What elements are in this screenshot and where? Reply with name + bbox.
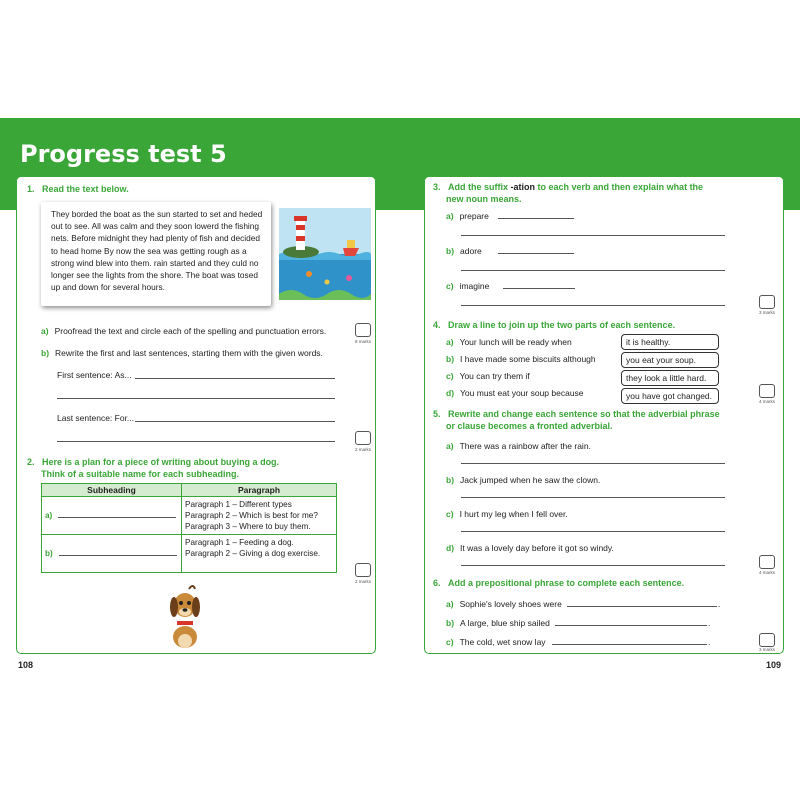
row-a-paragraphs <box>182 497 337 535</box>
q1-heading <box>27 183 129 195</box>
q6b-text: A large, blue ship sailed <box>460 618 550 628</box>
q3-heading-suffix: -ation <box>510 182 536 192</box>
q6-item-b <box>446 617 550 629</box>
q4-right-4[interactable]: you have got changed. <box>621 388 719 404</box>
q5d-text: It was a lovely day before it got so windy. <box>460 543 614 553</box>
q1b-marks: 2 marks <box>355 447 372 452</box>
q6-heading <box>433 577 684 589</box>
q1-passage: They borded the boat as the sun started to set and heded out to see. All was calm and they soon lowerd the fishing nets. Before midnight they had plenty of fish and decided to head home By now the sea was getting rough as a strong wind blew into them. rain started and they culd no longer see the lights from the shore. The boat was tosed up and down for several hours. <box>51 209 263 293</box>
q4-marks: 4 marks <box>759 399 776 404</box>
q5-marks: 4 marks <box>759 570 776 575</box>
q6b-label: b) <box>446 618 455 628</box>
q5-item-c <box>446 508 568 520</box>
q3c-label: c) <box>446 281 454 291</box>
q1a-label: a) <box>41 326 49 336</box>
q4a-text: Your lunch will be ready when <box>459 337 572 347</box>
q3a-word: prepare <box>459 211 489 221</box>
q5d-answer-line[interactable] <box>461 565 725 566</box>
q5c-text: I hurt my leg when I fell over. <box>459 509 568 519</box>
q2-heading-line2: Think of a suitable name for each subheading. <box>41 469 240 479</box>
row-a-paragraph-2: Paragraph 2 – Which is best for me? <box>185 511 318 520</box>
q1b-text: Rewrite the first and last sentences, starting them with the given words. <box>55 348 323 358</box>
q6-number: 6. <box>433 578 441 588</box>
right-page-number: 109 <box>766 660 782 670</box>
page-title: Progress test 5 <box>20 140 227 168</box>
q2-mark-box[interactable] <box>355 563 371 577</box>
q6-item-a <box>446 598 562 610</box>
q5a-answer-line[interactable] <box>461 463 725 464</box>
q3-number: 3. <box>433 182 441 192</box>
q6-marks: 3 marks <box>759 647 776 652</box>
q5a-text: There was a rainbow after the rain. <box>459 441 591 451</box>
q4-left-a <box>446 336 572 348</box>
q1b-mark-box[interactable] <box>355 431 371 445</box>
q3-item-a <box>446 210 489 222</box>
q5c-label: c) <box>446 509 454 519</box>
right-page <box>424 176 784 654</box>
q3b-word: adore <box>460 246 482 256</box>
q5-mark-box[interactable] <box>759 555 775 569</box>
q6a-label: a) <box>446 599 454 609</box>
row-b-label: b) <box>45 549 53 558</box>
q3c-word: imagine <box>459 281 490 291</box>
q3-marks: 3 marks <box>759 310 776 315</box>
q2-heading <box>27 456 279 468</box>
row-a-paragraph-1: Paragraph 1 – Different types <box>185 500 292 509</box>
dog-mascot-illustration <box>167 583 203 649</box>
col-paragraph: Paragraph <box>182 484 337 497</box>
q4-heading-text: Draw a line to join up the two parts of each sentence. <box>448 320 676 330</box>
q3b-suffix-line[interactable] <box>498 253 574 254</box>
q5-number: 5. <box>433 409 441 419</box>
row-b-paragraphs <box>182 535 337 573</box>
q1b-label: b) <box>41 348 50 358</box>
q4c-label: c) <box>446 371 454 381</box>
q3c-suffix-line[interactable] <box>503 288 575 289</box>
passage-card <box>41 202 271 306</box>
row-b-paragraph-2: Paragraph 2 – Giving a dog exercise. <box>185 549 321 558</box>
q4a-label: a) <box>446 337 454 347</box>
q4-right-2[interactable]: you eat your soup. <box>621 352 719 368</box>
q4-left-c <box>446 370 530 382</box>
q1b <box>41 347 351 359</box>
q4d-label: d) <box>446 388 455 398</box>
q5-item-b <box>446 474 600 486</box>
row-a-paragraph-3: Paragraph 3 – Where to buy them. <box>185 522 311 531</box>
q3b-label: b) <box>446 246 455 256</box>
q4-right-1[interactable]: it is healthy. <box>621 334 719 350</box>
q2-number: 2. <box>27 457 35 467</box>
q6-mark-box[interactable] <box>759 633 775 647</box>
col-subheading: Subheading <box>42 484 182 497</box>
q4-heading <box>433 319 675 331</box>
q6a-text: Sophie's lovely shoes were <box>459 599 562 609</box>
q1a-marks: 8 marks <box>355 339 372 344</box>
left-page <box>16 176 376 654</box>
first-sentence-prompt: First sentence: As... <box>57 370 132 380</box>
left-page-number: 108 <box>18 660 34 670</box>
q5-heading-line1: Rewrite and change each sentence so that the adverbial phrase <box>448 409 720 419</box>
last-sentence-prompt: Last sentence: For... <box>57 413 135 423</box>
q4-left-d <box>446 387 584 399</box>
q3-heading-pre: Add the suffix <box>448 182 511 192</box>
dog-plan-table <box>41 483 337 573</box>
q5d-label: d) <box>446 543 455 553</box>
q3-heading <box>433 181 703 193</box>
row-b-subheading <box>42 535 182 573</box>
q4-mark-box[interactable] <box>759 384 775 398</box>
first-sentence-line-2[interactable] <box>57 398 335 399</box>
last-sentence-line-2[interactable] <box>57 441 335 442</box>
q2-heading-line1: Here is a plan for a piece of writing about buying a dog. <box>42 457 280 467</box>
row-a-subheading <box>42 497 182 535</box>
q1-number: 1. <box>27 184 35 194</box>
q6b-end: . <box>708 618 711 628</box>
q6c-label: c) <box>446 637 454 647</box>
q1-heading-text: Read the text below. <box>42 184 129 194</box>
q3a-label: a) <box>446 211 454 221</box>
first-sentence-line-1[interactable] <box>135 378 335 379</box>
q6-heading-text: Add a prepositional phrase to complete each sentence. <box>448 578 685 588</box>
q5b-label: b) <box>446 475 455 485</box>
q5-heading <box>433 408 720 420</box>
q6c-end: . <box>708 637 711 647</box>
q6a-end: . <box>718 599 721 609</box>
q6c-text: The cold, wet snow lay <box>459 637 546 647</box>
q3-item-b <box>446 245 482 257</box>
q5b-text: Jack jumped when he saw the clown. <box>460 475 601 485</box>
q1a-mark-box[interactable] <box>355 323 371 337</box>
q6c-answer-line[interactable] <box>552 644 707 645</box>
q3-heading-post: to each verb and then explain what the <box>535 182 704 192</box>
q4-right-3[interactable]: they look a little hard. <box>621 370 719 386</box>
q3-heading-line2: new noun means. <box>446 194 522 204</box>
row-a-label: a) <box>45 511 53 520</box>
last-sentence-line-1[interactable] <box>135 421 335 422</box>
q6a-answer-line[interactable] <box>567 606 717 607</box>
q5a-label: a) <box>446 441 454 451</box>
q4d-text: You must eat your soup because <box>460 388 584 398</box>
q4c-text: You can try them if <box>459 371 530 381</box>
q5c-answer-line[interactable] <box>461 531 725 532</box>
q6-item-c <box>446 636 546 648</box>
q4b-text: I have made some biscuits although <box>460 354 596 364</box>
q3a-meaning-line[interactable] <box>461 235 725 236</box>
lighthouse-sea-illustration <box>279 208 371 300</box>
q3b-meaning-line[interactable] <box>461 270 725 271</box>
q4-left-b <box>446 353 596 365</box>
q5-heading-line2: or clause becomes a fronted adverbial. <box>446 421 613 431</box>
q2-marks: 2 marks <box>355 579 372 584</box>
q5b-answer-line[interactable] <box>461 497 725 498</box>
row-b-answer-line[interactable] <box>59 548 177 556</box>
q3-item-c <box>446 280 489 292</box>
row-b-paragraph-1: Paragraph 1 – Feeding a dog. <box>185 538 294 547</box>
q6b-answer-line[interactable] <box>555 625 707 626</box>
q1a <box>41 325 341 337</box>
q5-item-a <box>446 440 591 452</box>
q3-mark-box[interactable] <box>759 295 775 309</box>
q1a-text: Proofread the text and circle each of the spelling and punctuation errors. <box>54 326 327 336</box>
q4-number: 4. <box>433 320 441 330</box>
row-a-answer-line[interactable] <box>58 510 176 518</box>
q5-item-d <box>446 542 614 554</box>
q3a-suffix-line[interactable] <box>498 218 574 219</box>
q3c-meaning-line[interactable] <box>461 305 725 306</box>
q4b-label: b) <box>446 354 455 364</box>
